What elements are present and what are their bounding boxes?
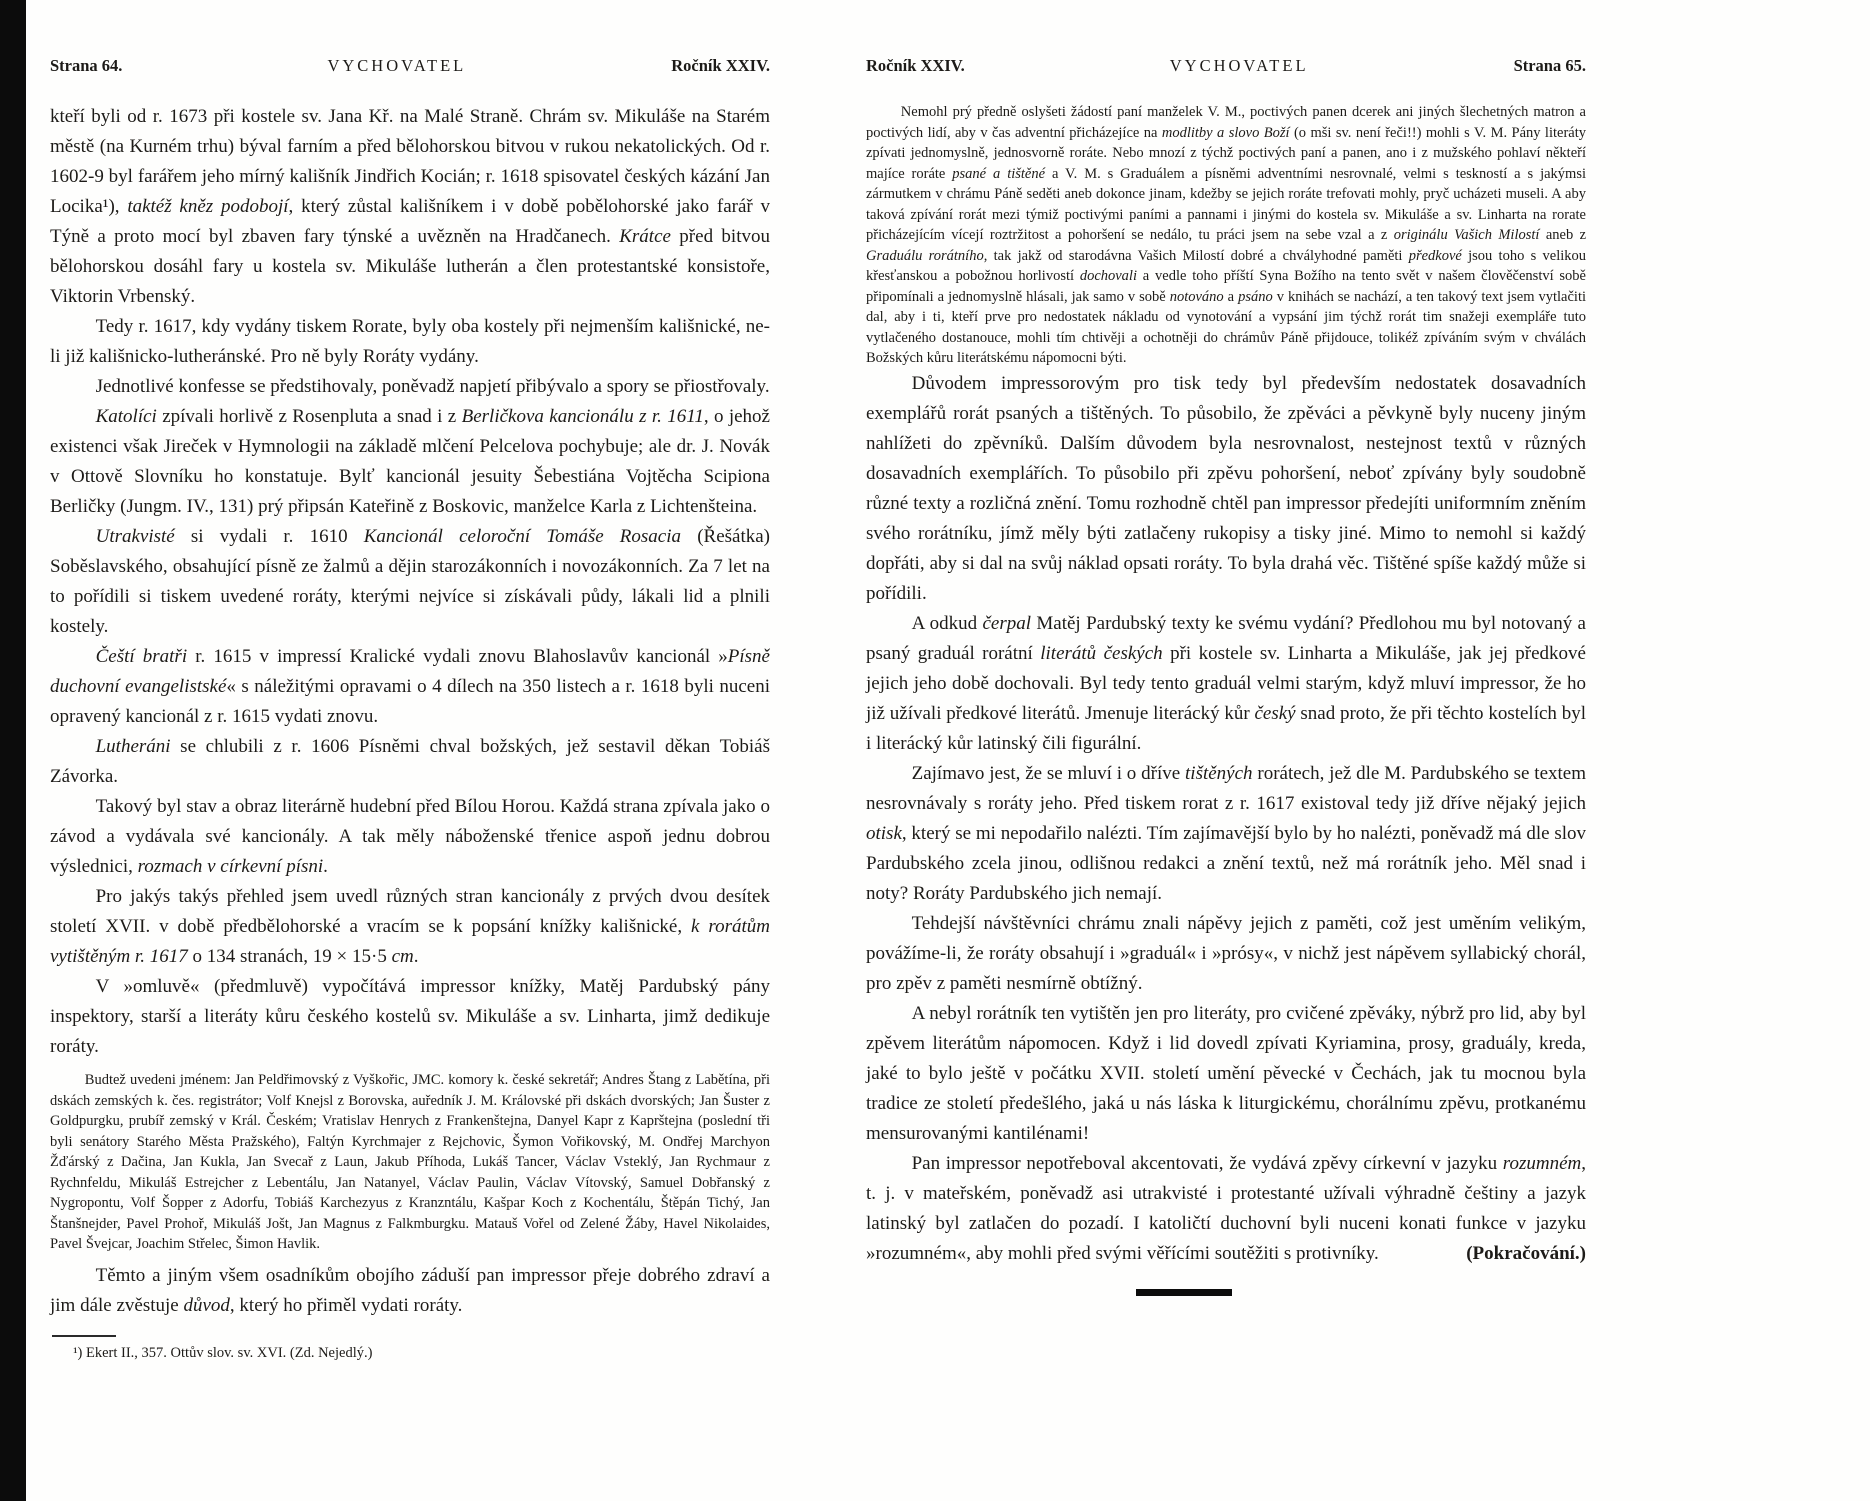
right-page-number: Strana 65. [1513, 56, 1586, 75]
paragraph: Tehdejší návštěvníci chrámu znali nápěvy jejich z paměti, což jest uměním velikým, povážíme-li, že roráty obsahují i »graduál« i »prósy«, v nichž jest nápěvem syllabický chorál, pro zpěv z paměti nesmírně obtížný. [866, 912, 1586, 994]
left-volume-label: Ročník XXIV. [671, 56, 770, 75]
paragraph: Čeští bratři r. 1615 v impressí Kralické vydali znovu Blahoslavův kancionál »Písně duchovní evangelistské« s náležitými opravami o 4 dílech na 350 listech a r. 1618 byli nuceni opravený kancionál z r. 1615 vydati znovu. [50, 646, 770, 727]
scan-edge-bar [0, 0, 26, 1501]
footnote-separator [52, 1335, 116, 1337]
paragraph: Pan impressor nepotřeboval akcentovati, že vydává zpěvy církevní v jazyku rozumném, t. j. v mateřském, poněvadž asi utrakvisté i protestanté užívali výhradně češtiny a jazyk latinský byl zatlačen do pozadí. I katoličtí duchovní byli nuceni konati funkce v jazyku »rozumném«, aby mohli před svými věřícími soutěžiti s protivníky. [866, 1152, 1586, 1264]
quoted-preface-paragraph: Nemohl prý předně oslyšeti žádostí paní manželek V. M., poctivých panen dcerek ani jiných šlechetných matron a poctivých lidí, aby v čas adventní přicházejíce na modlitby a slovo Boží (o mši sv. není řeči!!) mohli s V. M. Pány literáty zpívati jednomyslně, jednosvorně roráte. Nebo mnozí z týchž poctivých paní a panen, ano i z mužského pohlaví někteří majíce roráte psané a tištěné a V. M. s Graduálem a písněmi adventními nesrovnalé, velmi s teskností a s jakýmsi zármutkem v chrámu Páně seděti aneb dokonce jinam, kdežby se jejich roráte trefovati mohly, pryč ucházeti museli. A aby taková zpívání rorát mezi týmiž poctivými paními a pannami i jinými do kostela sv. Mikuláše a sv. Linharta na rorate přicházejícím vícejí roztržitost a pohoršení se nedálo, tu práci jsem na sebe vzal a z originálu Vašich Milostí aneb z Graduálu rorátního, tak jakž od starodávna Vašich Milostí dobré a chvályhodné paměti předkové jsou toho s velikou křesťanskou a pobožnou horlivostí dochovali a vedle toho příští Syna Božího na tento svět v našem člověčenství sobě připomínali a jednomyslně hlásali, jak samo v sobě notováno a psáno v knihách se nachází, a ten takový text jsem vytlačiti dal, aby i ti, kteří prve pro nedostatek nákladu od vynotování a vypsání jim týchž rorát tim snažeji exempláře tuto vytlačeného dostanouce, mohli tím chtivěji a ochotněji do chrámův Páně přijdouce, tolikéž zpíváním svým v chválách Božských kůru literátskému nápomocni býti. [866, 104, 1587, 366]
paragraph: A nebyl rorátník ten vytištěn jen pro literáty, pro cvičené zpěváky, nýbrž pro lid, aby byl zpěvem literátům nápomocen. Když i lid dovedl zpívati Kyriamina, prosy, graduály, kreda, jaké to bylo ještě v počátku XVII. století umění pěvecké v Čechách, jak tu mocnou byla tradice ze století předešlého, jaká u nás láska k liturgickému, chorálnímu zpěvu, protkanému mensurovanými kantilénami! [866, 1002, 1586, 1144]
paragraph: A odkud čerpal Matěj Pardubský texty ke svému vydání? Předlohou mu byl notovaný a psaný graduál rorátní literátů českých při kostele sv. Linharta a Mikuláše, jak jej předkové jejich jeho době dochovali. Byl tedy tento graduál velmi starým, když mluví impressor, že ho již užívali předkové literátů. Jmenuje literácký kůr český snad proto, že při těchto kostelích byl i literácký kůr latinský čili figurální. [866, 612, 1586, 754]
paragraph: Jednotlivé konfesse se předstihovaly, poněvadž napjetí přibývalo a spory se přiostřovaly. [95, 376, 770, 397]
paragraph: Pro jakýs takýs přehled jsem uvedl různých stran kancionály z prvých dvou desítek století XVII. v době předbělohorské a vracím se k popsání knížky kališnické, k rorátům vytištěným r. 1617 o 134 stranách, 19 × 15·5 cm. [50, 886, 770, 967]
left-page-body [50, 102, 770, 1363]
left-page [50, 56, 770, 1501]
left-page-number: Strana 64. [50, 56, 123, 75]
continuation-note: (Pokračování.) [1466, 1242, 1586, 1264]
section-end-bar [1136, 1289, 1232, 1296]
paragraph: Důvodem impressorovým pro tisk tedy byl především nedostatek dosavadních exemplářů rorát psaných a tištěných. To působilo, že zpěváci a pěvkyně byly nuceny jiným nahlížeti do zpěvníků. Dalším důvodem byla nesrovnalost, nestejnost textů v různých dosavadních exemplářích. To působilo při zpěvu pohoršení, neboť zpívány byly soudobně různé texty a rozličná znění. Tomu rozhodně chtěl pan impressor předejíti uniformním zněním svého rorátníku, jímž měly býti zatlačeny rukopisy a tisky jiné. Mimo to nemohl si každý dopřáti, aby si dal na svůj náklad opsati roráty. To byla drahá věc. Tištěné spíše každý může si pořídili. [866, 372, 1586, 604]
dedication-name-list: Budtež uvedeni jménem: Jan Peldřimovský z Vyškořic, JMC. komory k. české sekretář; Andres Štang z Labětína, při dskách zemských k. čes. registrátor; Volf Knejsl z Borovska, auředník J. M. Královské při dskách dvorských; Jan Šuster z Goldpurgku, prubíř zemský v Král. Českém; Vratislav Henrych z Frankenštejna, Danyel Kapr z Kaprštejna (poslední tři byli senátory Starého Města Pražského), Faltýn Kyrchmajer z Rejchovic, Šymon Vořikovský, M. Ondřej Marchyon Žďárský z Dačina, Jan Kukla, Jan Svecař z Laun, Jakub Příhoda, Lukáš Tancer, Václav Vsteklý, Jan Rychmaur z Rychnfeldu, Mikuláš Estrejcher z Lebentálu, Jan Natanyel, Václav Paulin, Václav Vítovský, Samuel Dobřanský z Nygropontu, Volf Šopper z Adorfu, Tobiáš Karchezyus z Kranzntálu, Kašpar Koch z Kochentálu, Štěpán Tichý, Jan Štanšnejder, Pavel Prohoř, Mikuláš Jošt, Jan Magnus z Falkmburgku. Matauš Vořel od Zelené Žáby, Havel Nikolaides, Pavel Švejcar, Joachim Střelec, Šimon Havlik. [50, 1072, 770, 1252]
paragraph: kteří byli od r. 1673 při kostele sv. Jana Kř. na Malé Straně. Chrám sv. Mikuláše na Starém městě (na Kurném trhu) býval farním a před bělohorskou bitvou v rukou nekatolických. Od r. 1602-9 byl farářem jeho mírný kališník Jindřich Kocián; r. 1618 spisovatel českých kázání Jan Locika¹), taktéž kněz podobojí, který zůstal kališníkem i v době pobělohorské jako farář v Týně a proto mocí byl zbaven fary týnské a uvězněn na Hradčanech. Krátce před bitvou bělohorskou dosáhl fary u kostela sv. Mikuláše lutherán a člen protestantské konsistoře, Viktorin Vrbenský. [50, 106, 770, 307]
right-journal-title: VYCHOVATEL [1169, 56, 1309, 75]
right-page-header [866, 56, 1586, 76]
paragraph: Lutheráni se chlubili z r. 1606 Písněmi chval božských, jež sestavil děkan Tobiáš Závorka. [50, 736, 770, 787]
paragraph: V »omluvě« (předmluvě) vypočítává impressor knížky, Matěj Pardubský pány inspektory, starší a literáty kůru českého kostelů sv. Mikuláše a sv. Linharta, jimž dedikuje roráty. [50, 976, 770, 1057]
left-journal-title: VYCHOVATEL [327, 56, 467, 75]
right-page-body [866, 102, 1586, 1296]
journal-spread [26, 0, 1870, 1501]
paragraph: Katolíci zpívali horlivě z Rosenpluta a snad i z Berličkova kancionálu z r. 1611, o jehož existenci však Jireček v Hymnologii na základě mlčení Pelcelova pochybuje; ale dr. J. Novák v Ottově Slovníku ho konstatuje. Bylť kancionál jesuity Šebestiána Vojtěcha Scipiona Berličky (Jungm. IV., 131) prý připsán Kateřině z Boskovic, manželce Karla z Lichtenšteina. [50, 406, 770, 517]
paragraph: Utrakvisté si vydali r. 1610 Kancionál celoroční Tomáše Rosacia (Řešátka) Soběslavského, obsahující písně ze žalmů a dějin starozákonních i novozákonních. Za 7 let na to pořídili si tiskem uvedené roráty, kterými nejvíce si získávali půdy, lákali lid a plnili kostely. [50, 526, 770, 637]
paragraph: Takový byl stav a obraz literárně hudební před Bílou Horou. Každá strana zpívala jako o závod a vydávala své kancionály. A tak měly náboženské třenice aspoň jednu dobrou výslednici, rozmach v církevní písni. [50, 796, 770, 877]
right-page [866, 56, 1586, 1501]
paragraph: Zajímavo jest, že se mluví i o dříve tištěných rorátech, jež dle M. Pardubského se textem nesrovnávaly s roráty jeho. Před tiskem rorat z r. 1617 existoval tedy již dříve nějaký jejich otisk, který se mi nepodařilo nalézti. Tím zajímavější bylo by ho nalézti, poněvadž má dle slov Pardubského zcela jinou, odlišnou redakci a znění textů, než má rorátník jeho. Měl snad i noty? Roráty Pardubského jich nemají. [866, 762, 1587, 904]
paragraph: Tedy r. 1617, kdy vydány tiskem Rorate, byly oba kostely při nejmenším kališnické, ne-li již kališnicko-lutheránské. Pro ně byly Roráty vydány. [50, 316, 770, 367]
footnote: ¹) Ekert II., 357. Ottův slov. sv. XVI. (Zd. Nejedlý.) [73, 1344, 373, 1361]
left-page-header [50, 56, 770, 76]
paragraph: Těmto a jiným všem osadníkům obojího záduší pan impressor přeje dobrého zdraví a jim dále zvěstuje důvod, který ho přiměl vydati roráty. [50, 1264, 770, 1316]
right-volume-label: Ročník XXIV. [866, 56, 965, 75]
